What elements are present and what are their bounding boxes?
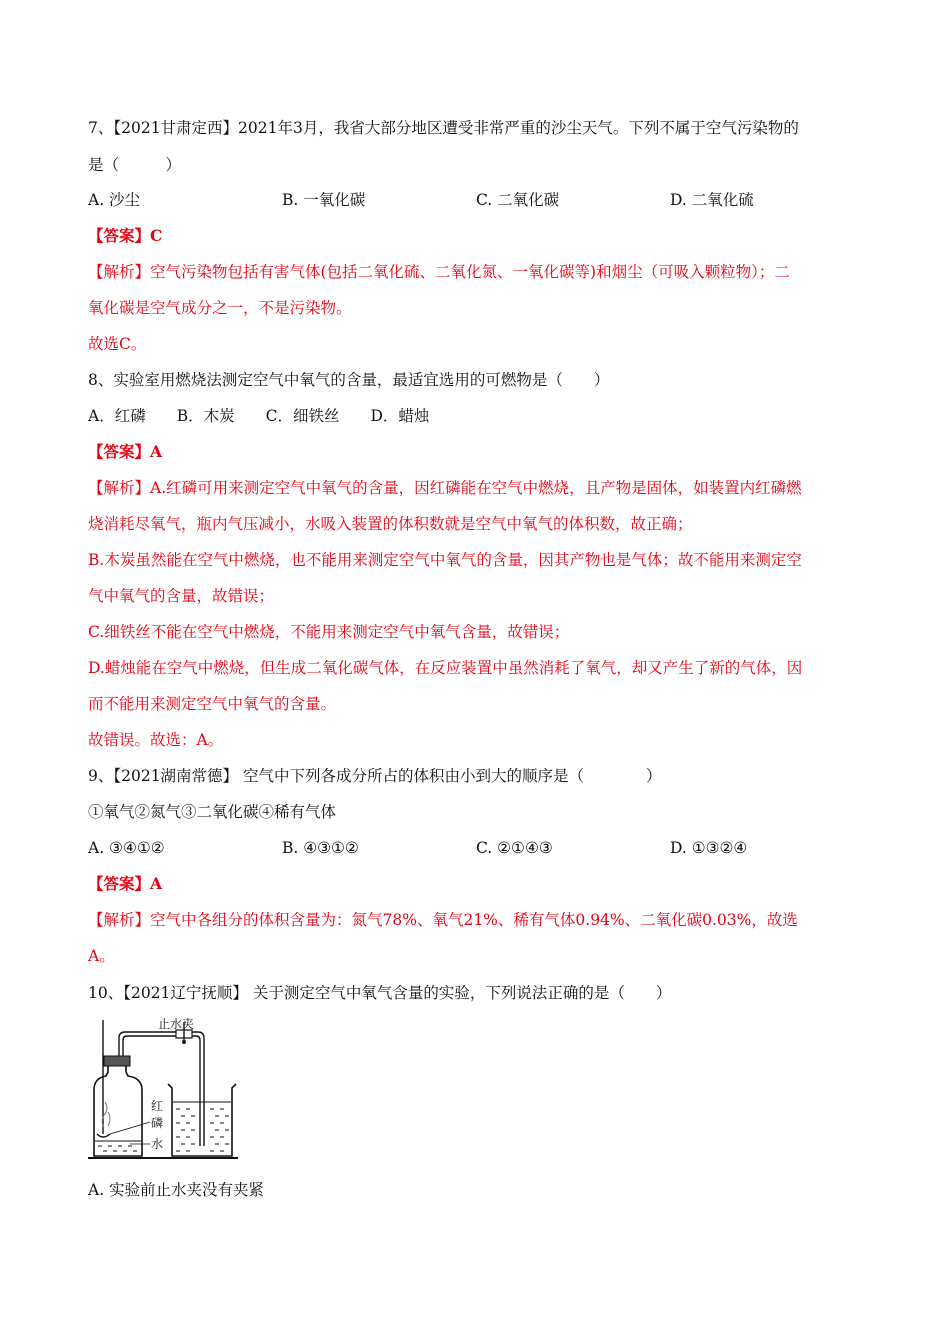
q8-analysis-a-line2: 烧消耗尽氧气，瓶内气压减小，水吸入装置的体积数就是空气中氧气的体积数，故正确； — [88, 515, 693, 533]
q7-option-d: D. 二氧化硫 — [670, 191, 754, 209]
q8-analysis-d-line2: 而不能用来测定空气中氧气的含量。 — [88, 695, 337, 713]
q8-answer: 【答案】A — [88, 442, 163, 461]
q8-analysis-end: 故错误。故选：A。 — [88, 731, 224, 749]
q7-analysis-line3: 故选C。 — [88, 335, 147, 353]
q7-stem-line2: 是（ ） — [88, 156, 182, 174]
q7-stem-line1: 7、【2021甘肃定西】2021年3月，我省大部分地区遭受非常严重的沙尘天气。下列不属于空气污染物的 — [88, 119, 799, 137]
q9-option-c: C. ②①④③ — [476, 839, 553, 857]
beaker — [168, 1084, 236, 1156]
q10-stem: 10、【2021辽宁抚顺】 关于测定空气中氧气含量的实验，下列说法正确的是（ ） — [88, 984, 672, 1002]
q8-analysis-c: C.细铁丝不能在空气中燃烧，不能用来测定空气中氧气含量，故错误； — [88, 623, 570, 641]
label-water-clamp: 止水夹 — [158, 1017, 195, 1031]
label-red: 红 — [151, 1099, 164, 1113]
q9-answer: 【答案】A — [88, 874, 163, 893]
q8-analysis-d-line1: D.蜡烛能在空气中燃烧，但生成二氧化碳气体，在反应装置中虽然消耗了氧气，却又产生了新的气体，因 — [88, 659, 803, 677]
q9-stem: 9、【2021湖南常德】 空气中下列各成分所占的体积由小到大的顺序是（ ） — [88, 767, 662, 785]
q7-option-a: A. 沙尘 — [88, 191, 141, 209]
q9-option-d: D. ①③②④ — [670, 839, 748, 857]
experiment-apparatus-diagram — [86, 1016, 246, 1164]
q8-analysis-b-line2: 气中氧气的含量，故错误； — [88, 587, 275, 605]
q7-option-b: B. 一氧化碳 — [282, 191, 366, 209]
q9-option-a: A. ③④①② — [88, 839, 165, 857]
q7-option-c: C. 二氧化碳 — [476, 191, 560, 209]
label-water: 水 — [151, 1137, 164, 1151]
q7-answer: 【答案】C — [88, 226, 163, 245]
combustion-spoon — [97, 1134, 110, 1137]
q9-analysis-line1: 【解析】空气中各组分的体积含量为：氮气78%、氧气21%、稀有气体0.94%、二氧化碳0.03%，故选 — [88, 911, 798, 929]
q7-analysis-line2: 氧化碳是空气成分之一，不是污染物。 — [88, 299, 352, 317]
q9-analysis-line2: A。 — [88, 947, 115, 965]
q8-options: A．红磷 B．木炭 C．细铁丝 D．蜡烛 — [88, 407, 430, 425]
q9-items: ①氧气②氮气③二氧化碳④稀有气体 — [88, 803, 337, 821]
q7-analysis-line1: 【解析】空气污染物包括有害气体(包括二氧化硫、二氧化氮、一氧化碳等)和烟尘（可吸入颗粒物）；二 — [88, 263, 790, 281]
q8-analysis-a-line1: 【解析】A.红磷可用来测定空气中氧气的含量，因红磷能在空气中燃烧，且产物是固体，如装置内红磷燃 — [88, 479, 802, 497]
glass-tube-right — [192, 1032, 204, 1146]
q8-stem: 8、实验室用燃烧法测定空气中氧气的含量，最适宜选用的可燃物是（ ） — [88, 371, 610, 389]
q8-analysis-b-line1: B.木炭虽然能在空气中燃烧，也不能用来测定空气中氧气的含量，因其产物也是气体；故不能用来测定空 — [88, 551, 802, 569]
q9-option-b: B. ④③①② — [282, 839, 359, 857]
label-phosphorus: 磷 — [151, 1116, 164, 1130]
q10-option-a: A. 实验前止水夹没有夹紧 — [88, 1181, 265, 1199]
stopper — [104, 1056, 130, 1066]
gas-bottle — [94, 1064, 142, 1156]
